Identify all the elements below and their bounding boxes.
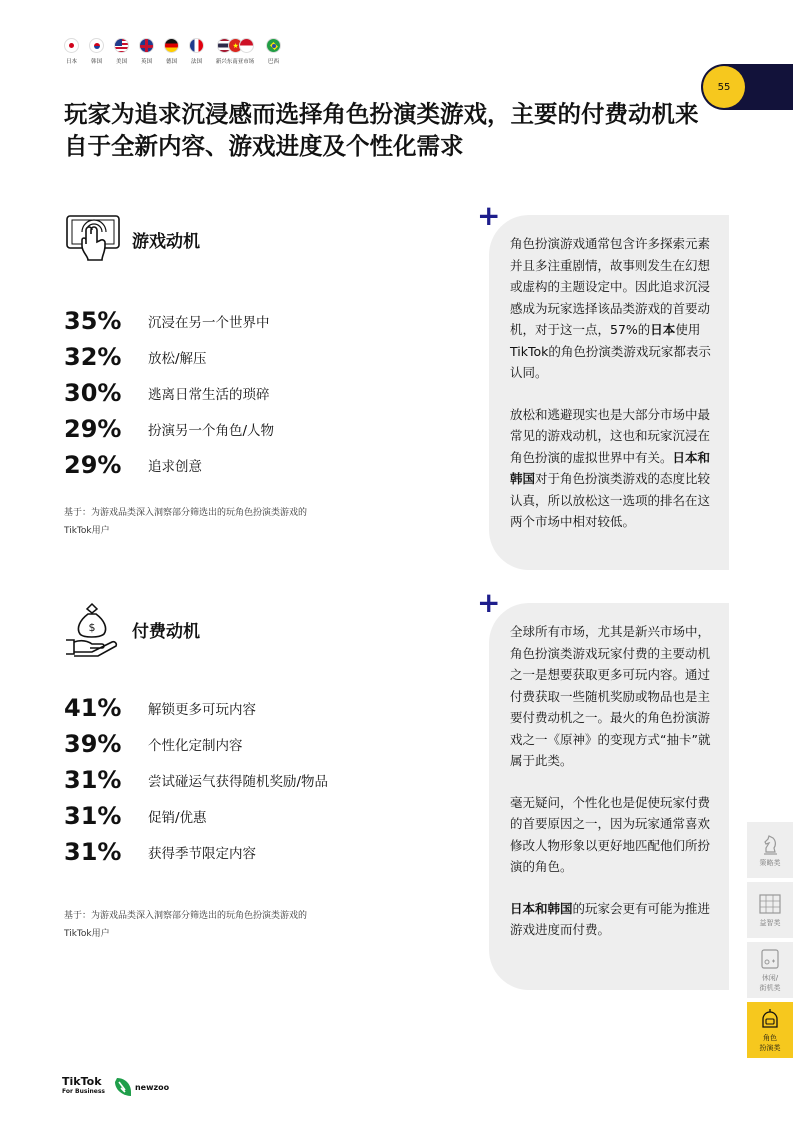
card-paragraph: 全球所有市场，尤其是新兴市场中，角色扮演类游戏玩家付费的主要动机之一是想要获取更多可玩内容。通过付费获取一些随机奖励或物品也是主要付费动机之一。最火的角色扮演游戏之一《原神》的变现方式“抽卡”就属于此类。: [510, 624, 711, 768]
stat-percent: 29%: [64, 451, 122, 479]
tiktok-subtitle: For Business: [62, 1088, 105, 1095]
flag-usa: [112, 38, 131, 65]
stat-percent: 39%: [64, 730, 122, 758]
motivation-note: [64, 504, 364, 540]
stat-label: 解锁更多可玩内容: [148, 702, 256, 718]
rpg-helmet-icon: [758, 1007, 782, 1031]
nav-label: 扮演类: [759, 1044, 781, 1052]
nav-puzzle[interactable]: [747, 882, 793, 938]
footer-logos: [62, 1076, 169, 1098]
card-text: 角色扮演游戏通常包含许多探索元素并且多注重剧情，故事则发生在幻想或虚构的主题设定中。因此追求沉浸感成为玩家选择该品类游戏的首要动机，对于这一点，57%的: [510, 236, 711, 337]
motivation-stat: [64, 339, 207, 375]
payment-heading: 付费动机: [132, 621, 200, 642]
note-line: 基于：为游戏品类深入洞察部分筛选出的玩角色扮演类游戏的: [64, 911, 308, 921]
card-text: 使用TikTok的角色扮演类游戏玩家都表示认同。: [510, 322, 711, 380]
motivation-stat: [64, 303, 270, 339]
plus-icon: +: [477, 199, 501, 232]
stat-percent: 32%: [64, 343, 122, 371]
page-title: 玩家为追求沉浸感而选择角色扮演类游戏，主要的付费动机来自于全新内容、游戏进度及个性化需求: [64, 100, 699, 160]
tiktok-wordmark: TikTok: [62, 1075, 102, 1088]
payment-stat: [64, 762, 328, 798]
stat-label: 扮演另一个角色/人物: [148, 423, 275, 439]
nav-label: 益智类: [759, 919, 781, 927]
stat-percent: 31%: [64, 838, 122, 866]
stat-label: 沉浸在另一个世界中: [148, 315, 270, 331]
flag-brazil: [264, 38, 283, 65]
stat-label: 促销/优惠: [148, 810, 207, 826]
stat-label: 获得季节限定内容: [148, 846, 256, 862]
payment-stat: [64, 798, 207, 834]
flag-sea: ★ 新兴东南亚市场: [212, 38, 258, 65]
note-line: TikTok用户: [64, 929, 110, 939]
flag-label: 新兴东南亚市场: [215, 59, 255, 65]
flag-france: [187, 38, 206, 65]
stat-percent: 30%: [64, 379, 122, 407]
svg-text:$: $: [88, 621, 96, 634]
card-paragraph: [510, 898, 715, 941]
touch-screen-icon: [64, 210, 122, 268]
flag-japan: [62, 38, 81, 65]
nav-label: 休闲/: [761, 974, 779, 982]
payment-header: [64, 600, 200, 658]
card-paragraph: 毫无疑问，个性化也是促使玩家付费的首要原因之一，因为玩家通常喜欢修改人物形象以更好地匹配他们所扮演的角色。: [510, 794, 711, 874]
payment-stat: [64, 726, 243, 762]
motivation-stat: [64, 375, 270, 411]
payment-note: [64, 907, 364, 943]
insight-card-payment: [489, 603, 729, 990]
card-text: 对于角色扮演类游戏的态度比较认真，所以放松这一选项的排名在这两个市场中相对较低。: [510, 471, 711, 529]
card-bold-text: 日本: [650, 322, 676, 337]
stat-label: 尝试碰运气获得随机奖励/物品: [148, 774, 329, 790]
stat-percent: 31%: [64, 766, 122, 794]
flag-label: 英国: [140, 59, 152, 65]
stat-label: 放松/解压: [148, 351, 207, 367]
payment-stat: [64, 690, 256, 726]
motivation-stat: [64, 411, 274, 447]
tiktok-logo: [62, 1077, 105, 1097]
flag-label: 韩国: [90, 59, 102, 65]
flag-label: 巴西: [267, 59, 279, 65]
flag-label: 德国: [165, 59, 177, 65]
market-flags: [62, 38, 283, 65]
stat-percent: 29%: [64, 415, 122, 443]
flag-label: 美国: [115, 59, 127, 65]
stat-label: 逃离日常生活的琐碎: [148, 387, 270, 403]
nav-casual-arcade[interactable]: [747, 942, 793, 998]
card-text: 放松和逃避现实也是大部分市场中最常见的游戏动机，这也和玩家沉浸在角色扮演的虚拟世界中有关。: [510, 406, 711, 465]
card-bold-text: 日本和韩国: [510, 449, 711, 486]
newzoo-logo: [111, 1076, 169, 1098]
stat-percent: 41%: [64, 694, 122, 722]
plus-icon: +: [477, 586, 501, 619]
category-side-nav: [747, 822, 793, 1062]
motivation-stat: [64, 447, 202, 483]
nav-label: 角色: [763, 1034, 777, 1042]
flag-uk: [137, 38, 156, 65]
note-line: 基于：为游戏品类深入洞察部分筛选出的玩角色扮演类游戏的: [64, 508, 308, 518]
nav-rpg[interactable]: [747, 1002, 793, 1058]
motivation-header: [64, 210, 200, 268]
flag-germany: [162, 38, 181, 65]
card-bold-text: 日本和韩国: [510, 900, 573, 916]
motivation-heading: 游戏动机: [132, 231, 200, 252]
nav-strategy[interactable]: [747, 822, 793, 878]
chess-knight-icon: [758, 832, 782, 856]
payment-stat: [64, 834, 256, 870]
card-text: 的玩家会更有可能为推进游戏进度而付费。: [510, 900, 711, 937]
newzoo-mark-icon: [111, 1076, 133, 1098]
flag-korea: [87, 38, 106, 65]
stat-percent: 35%: [64, 307, 122, 335]
puzzle-grid-icon: [758, 892, 782, 916]
arcade-icon: [758, 947, 782, 971]
money-bag-hand-icon: [64, 600, 122, 658]
nav-label: 策略类: [759, 859, 781, 867]
card-paragraph: [510, 233, 715, 384]
newzoo-wordmark: newzoo: [134, 1082, 170, 1092]
stat-label: 个性化定制内容: [148, 738, 243, 754]
page-number: 55: [703, 66, 745, 108]
nav-label: 街机类: [759, 984, 781, 992]
stat-percent: 31%: [64, 802, 122, 830]
note-line: TikTok用户: [64, 526, 110, 536]
flag-label: 日本: [65, 59, 77, 65]
stat-label: 追求创意: [148, 459, 202, 475]
card-paragraph: [510, 404, 715, 533]
insight-card-motivation: [489, 215, 729, 570]
flag-label: 法国: [190, 59, 202, 65]
